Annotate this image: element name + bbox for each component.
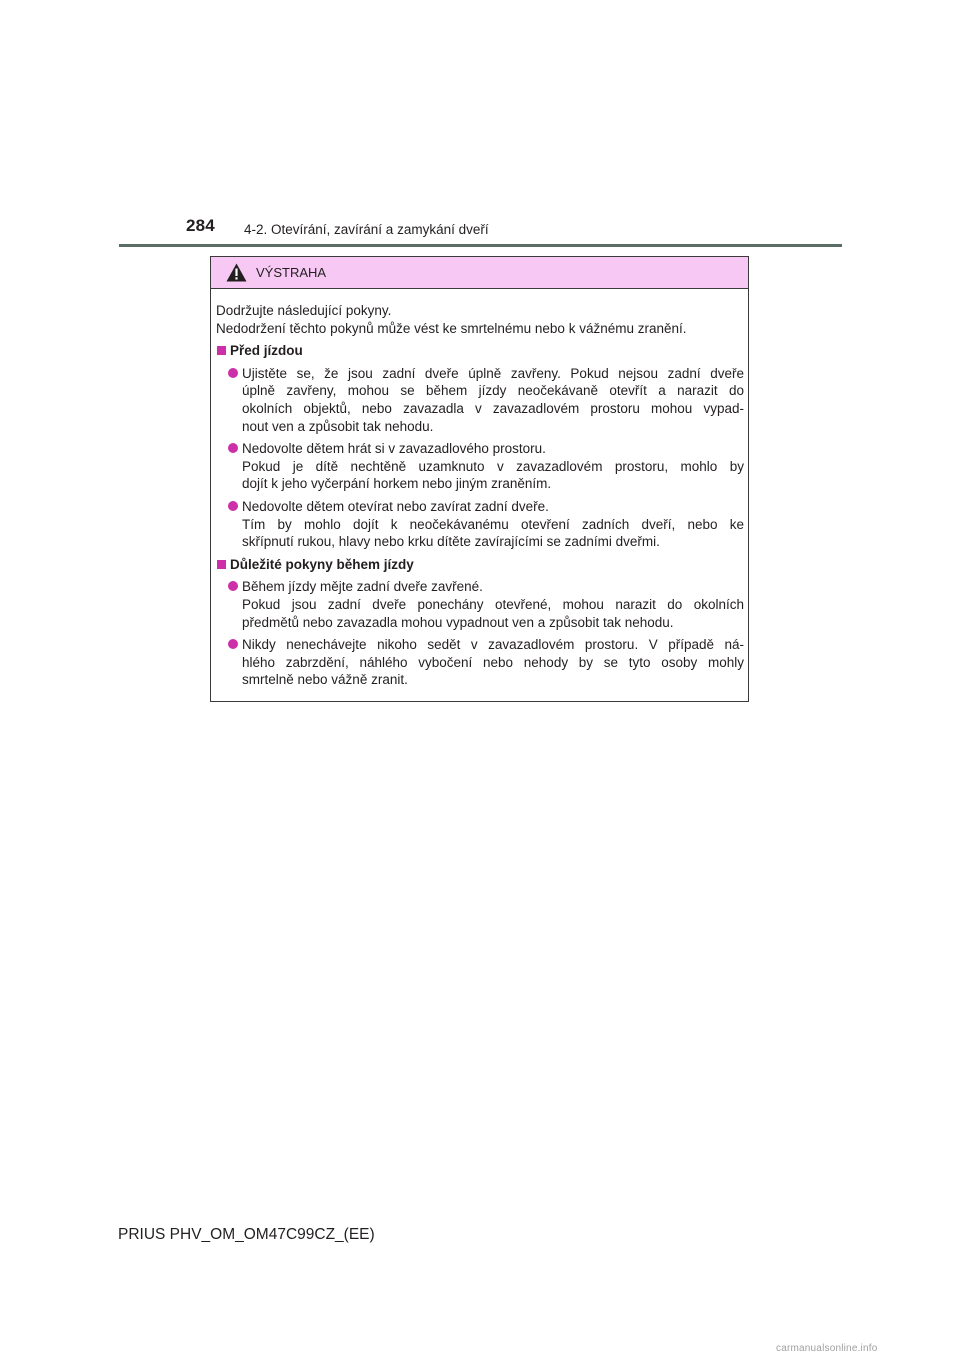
warning-label: VÝSTRAHA <box>256 265 327 280</box>
round-bullet-icon <box>228 581 238 591</box>
section-heading-text: Před jízdou <box>230 343 303 359</box>
bullet-line: nout ven a způsobit tak nehodu. <box>242 418 434 434</box>
document-code: PRIUS PHV_OM_OM47C99CZ_(EE) <box>118 1226 375 1243</box>
bullet-item <box>216 578 744 631</box>
round-bullet-icon <box>228 501 238 511</box>
round-bullet-icon <box>228 443 238 453</box>
intro-line: Dodržujte následující pokyny. <box>216 303 392 318</box>
bullet-line: Tím by mohlo dojít k neočekávanému otevření zadních dveří, nebo ke <box>242 516 744 532</box>
warning-triangle-icon <box>226 263 247 282</box>
bullet-line: dojít k jeho vyčerpání horkem nebo jiným zraněním. <box>242 476 552 492</box>
bullet-line: předmětů nebo zavazadla mohou vypadnout ven a způsobit tak nehodu. <box>242 614 674 630</box>
bullet-line: hlého zabrzdění, náhlého vybočení nebo nehody by se tyto osoby mohly <box>242 654 744 670</box>
section-heading <box>216 556 744 574</box>
section-title: 4-2. Otevírání, zavírání a zamykání dveří <box>244 222 489 237</box>
bullet-line: Nedovolte dětem otevírat nebo zavírat zadní dveře. <box>242 498 549 514</box>
round-bullet-icon <box>228 368 238 378</box>
header-rule <box>119 244 842 247</box>
bullet-item <box>216 498 744 551</box>
page-number: 284 <box>186 216 215 235</box>
bullet-line: Nikdy nenechávejte nikoho sedět v zavazadlovém prostoru. V případě ná- <box>242 637 744 653</box>
warning-body <box>216 302 744 689</box>
bullet-item <box>216 636 744 689</box>
bullet-line: smrtelně nebo vážně zranit. <box>242 672 408 688</box>
warning-header <box>211 257 748 289</box>
bullet-line: Pokud jsou zadní dveře ponechány otevřené, mohou narazit do okolních <box>242 596 744 612</box>
bullet-item <box>216 440 744 493</box>
bullet-line: skřípnutí rukou, hlavy nebo krku dítěte zavírajícími se zadními dveřmi. <box>242 534 660 550</box>
round-bullet-icon <box>228 639 238 649</box>
section-heading-text: Důležité pokyny během jízdy <box>230 556 414 572</box>
square-bullet-icon <box>217 346 226 355</box>
bullet-line: úplně zavřeny, mohou se během jízdy neočekávaně otevřít a narazit do <box>242 383 744 399</box>
bullet-line: Během jízdy mějte zadní dveře zavřené. <box>242 579 483 595</box>
bullet-line: okolních objektů, nebo zavazadla v zavazadlovém prostoru mohou vypad- <box>242 400 744 416</box>
bullet-item <box>216 365 744 435</box>
warning-box <box>210 256 749 702</box>
watermark: carmanualsonline.info <box>776 1343 878 1354</box>
bullet-line: Nedovolte dětem hrát si v zavazadlového prostoru. <box>242 441 546 457</box>
bullet-line: Pokud je dítě nechtěně uzamknuto v zavazadlovém prostoru, mohlo by <box>242 458 744 474</box>
section-heading <box>216 342 744 360</box>
intro-line: Nedodržení těchto pokynů může vést ke smrtelnému nebo k vážnému zranění. <box>216 320 687 336</box>
bullet-line: Ujistěte se, že jsou zadní dveře úplně zavřeny. Pokud nejsou zadní dveře <box>242 365 744 381</box>
square-bullet-icon <box>217 560 226 569</box>
